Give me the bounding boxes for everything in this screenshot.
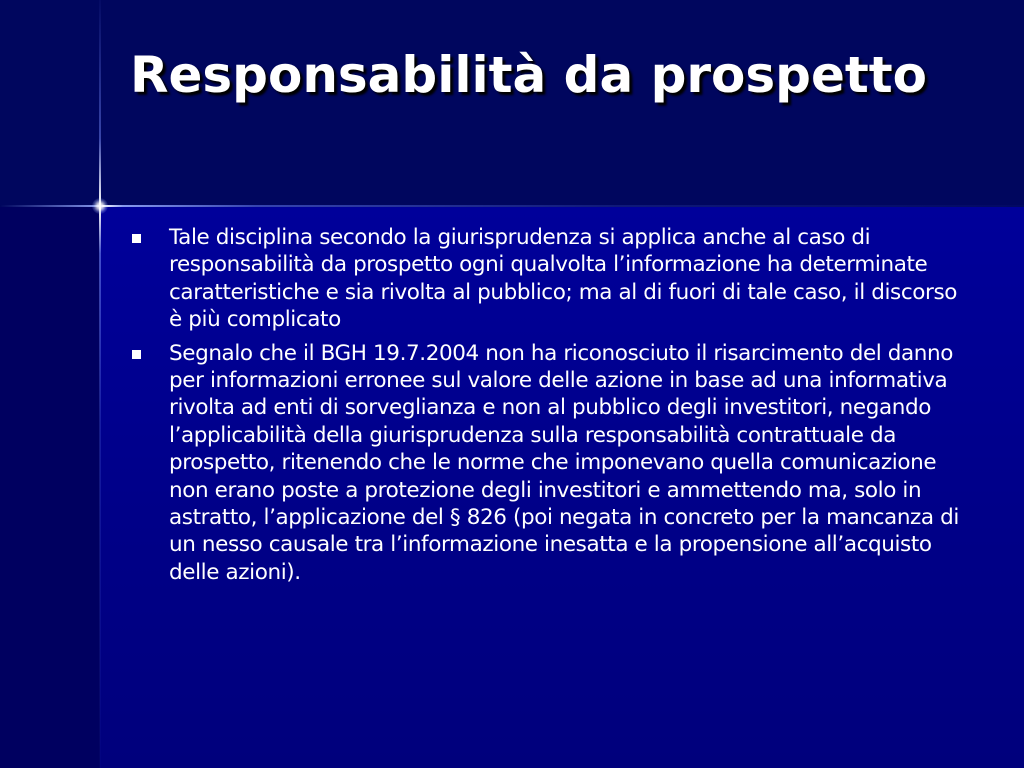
square-bullet-icon [132,234,141,243]
bullet-item [130,340,960,587]
vertical-light-line [99,0,101,768]
bullet-list [130,224,960,592]
slide-title: Responsabilità da prospetto [130,46,928,104]
bullet-text: Segnalo che il BGH 19.7.2004 non ha riconosciuto il risarcimento del danno per informazioni erronee sul valore delle azione in base ad una informativa rivolta ad enti di sorveglianza e non al pubblico degli investitori, negando l’applicabilità della giurisprudenza sulla responsabilità contrattuale da prospetto, ritenendo che le norme che imponevano quella comunicazione non erano poste a protezione degli investitori e ammettendo ma, solo in astratto, l’applicazione del § 826 (poi negata in concreto per la mancanza di un nesso causale tra l’informazione inesatta e la propensione all’acquisto delle azioni). [169,340,959,585]
left-band [0,207,100,768]
bullet-text: Tale disciplina secondo la giurisprudenza si applica anche al caso di responsabilità da prospetto ogni qualvolta l’informazione ha determinate caratteristiche e sia rivolta al pubblico; ma al di fuori di tale caso, il discorso è più complicato [169,225,957,333]
bullet-item [130,224,960,334]
sparkle-icon [92,198,108,214]
square-bullet-icon [132,350,141,359]
horizontal-light-line [0,205,1024,207]
